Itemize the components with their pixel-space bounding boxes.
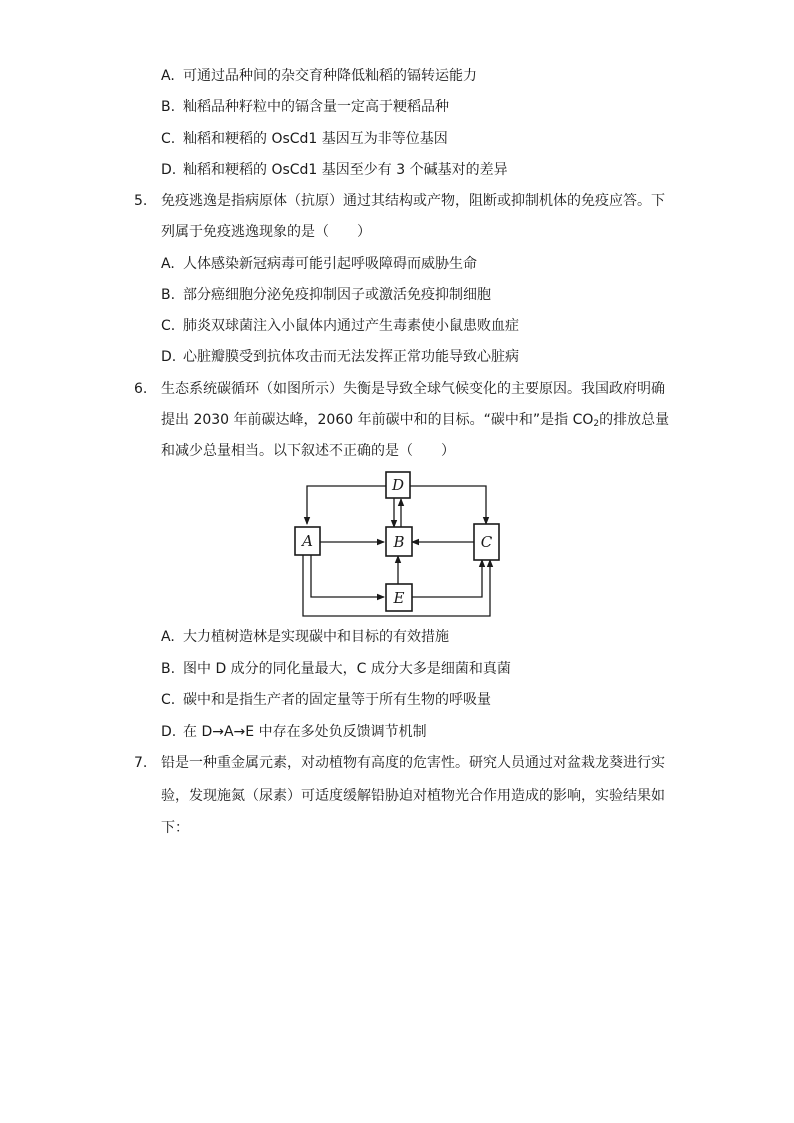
node-a [295,527,320,555]
q6-option-d: D. 在 D→A→E 中存在多处负反馈调节机制 [161,724,427,740]
edge-a-to-e [311,555,384,597]
node-b [386,527,412,556]
q5-option-c: C. 肺炎双球菌注入小鼠体内通过产生毒素使小鼠患败血症 [161,318,519,334]
q7-number: 7. [134,755,148,771]
svg-text:D: D [391,476,405,494]
q5-stem-line1: 免疫逃逸是指病原体（抗原）通过其结构或产物，阻断或抑制机体的免疫应答。下 [161,193,665,209]
q6-stem-line1: 生态系统碳循环（如图所示）失衡是导致全球气候变化的主要原因。我国政府明确 [161,381,665,397]
svg-text:B: B [393,533,405,551]
q4-option-a: A. 可通过品种间的杂交育种降低籼稻的镉转运能力 [161,68,477,84]
edge-e-to-c [412,560,482,597]
q7-stem-line3: 下： [161,820,189,836]
q4-option-c: C. 籼稻和粳稻的 OsCd1 基因互为非等位基因 [161,131,448,147]
edge-d-to-c [410,486,486,524]
q5-option-a: A. 人体感染新冠病毒可能引起呼吸障碍而威胁生命 [161,256,477,272]
svg-text:E: E [393,589,405,607]
q6-stem-line2: 提出 2030 年前碳达峰，2060 年前碳中和的目标。“碳中和”是指 $CO_2$的排放总量 [161,412,670,429]
q5-number: 5. [134,193,148,209]
q5-option-b: B. 部分癌细胞分泌免疫抑制因子或激活免疫抑制细胞 [161,287,491,303]
edge-d-to-a [307,486,386,524]
carbon-cycle-diagram [290,466,505,621]
q5-stem-line2: 列属于免疫逃逸现象的是（ ） [161,224,371,240]
q4-option-b: B. 籼稻品种籽粒中的镉含量一定高于粳稻品种 [161,99,449,115]
q6-option-a: A. 大力植树造林是实现碳中和目标的有效措施 [161,629,449,645]
q6-stem-line3: 和减少总量相当。以下叙述不正确的是（ ） [161,443,455,459]
svg-text:C: C [480,533,493,551]
q6-option-c: C. 碳中和是指生产者的固定量等于所有生物的呼吸量 [161,692,491,708]
svg-text:A: A [302,532,313,550]
node-c [474,524,499,560]
q7-stem-line2: 验，发现施氮（尿素）可适度缓解铅胁迫对植物光合作用造成的影响，实验结果如 [161,788,665,804]
q4-option-d: D. 籼稻和粳稻的 OsCd1 基因至少有 3 个碱基对的差异 [161,162,508,178]
q6-number: 6. [134,381,148,397]
q5-option-d: D. 心脏瓣膜受到抗体攻击而无法发挥正常功能导致心脏病 [161,349,519,365]
node-d [386,472,410,498]
node-e [386,584,412,611]
q6-option-b: B. 图中 D 成分的同化量最大，C 成分大多是细菌和真菌 [161,661,511,677]
q7-stem-line1: 铅是一种重金属元素，对动植物有高度的危害性。研究人员通过对盆栽龙葵进行实 [161,755,665,771]
